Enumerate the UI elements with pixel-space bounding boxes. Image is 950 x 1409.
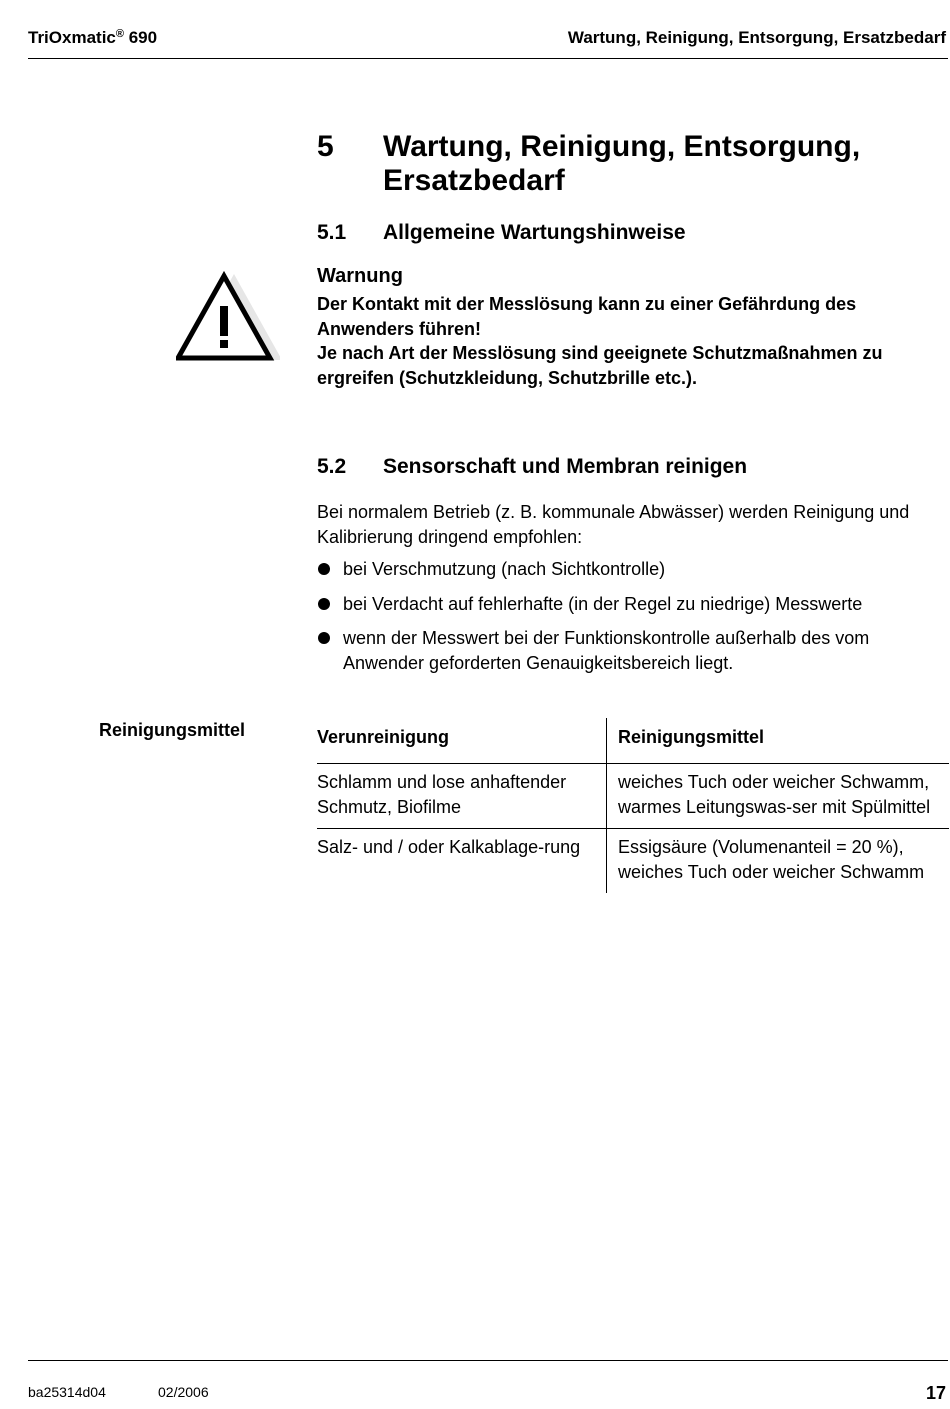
table-cell: weiches Tuch oder weicher Schwamm, warmes Leitungswas-ser mit Spülmittel (607, 764, 950, 829)
section-5-2-title: Sensorschaft und Membran reinigen (383, 455, 748, 478)
bullet-icon (318, 563, 330, 575)
header-divider (28, 58, 948, 59)
section-5-2-number: 5.2 (317, 455, 347, 478)
table-row (317, 764, 949, 829)
header-product (28, 28, 157, 48)
table-cell: Essigsäure (Volumenanteil = 20 %), weiches Tuch oder weicher Schwamm (607, 829, 950, 894)
bullet-icon (318, 632, 330, 644)
header-model: 690 (128, 28, 158, 47)
table-header-row (317, 718, 949, 764)
chapter-number: 5 (317, 130, 334, 163)
list-item-text: bei Verschmutzung (nach Sichtkontrolle) (343, 559, 666, 579)
warning-line-1: Der Kontakt mit der Messlösung kann zu einer Gefährdung des Anwenders führen! (317, 294, 857, 339)
warning-line-2: Je nach Art der Messlösung sind geeignete Schutzmaßnahmen zu ergreifen (Schutzkleidung, Schutzbrille etc.). (317, 343, 883, 388)
page-number: 17 (925, 1383, 946, 1403)
section-5-1-number: 5.1 (317, 221, 347, 244)
table-row (317, 829, 949, 894)
warning-body (317, 292, 949, 390)
list-item (317, 626, 949, 675)
cleaning-table (317, 718, 949, 893)
column-header-cleaning-agent: Reinigungsmittel (607, 718, 950, 764)
list-item (317, 592, 949, 617)
list-item-text: wenn der Messwert bei der Funktionskontrolle außerhalb des vom Anwender geforderten Genauigkeitsbereich liegt. (343, 628, 870, 673)
footer-divider (28, 1360, 948, 1361)
list-item-text: bei Verdacht auf fehlerhafte (in der Regel zu niedrige) Messwerte (343, 593, 863, 614)
side-label-cleaning-agents: Reinigungsmittel (99, 720, 246, 740)
header-product-name: TriOxmatic (28, 28, 116, 47)
warning-title: Warnung (317, 265, 403, 287)
warning-triangle-icon (176, 268, 280, 364)
bullet-icon (318, 598, 330, 610)
section-5-1-title: Allgemeine Wartungshinweise (383, 221, 686, 244)
table-cell: Salz- und / oder Kalkablage-rung (317, 837, 581, 857)
footer-date: 02/2006 (158, 1384, 209, 1400)
registered-mark: ® (115, 28, 124, 40)
footer-document-id: ba25314d04 (28, 1384, 106, 1400)
recommendation-list (317, 557, 949, 685)
list-item (317, 557, 949, 582)
chapter-title: Wartung, Reinigung, Entsorgung, Ersatzbedarf (383, 130, 861, 197)
column-header-contamination: Verunreinigung (317, 718, 607, 764)
table-cell: Schlamm und lose anhaftender Schmutz, Biofilme (317, 764, 607, 829)
section-5-2-intro: Bei normalem Betrieb (z. B. kommunale Abwässer) werden Reinigung und Kalibrierung dringend empfohlen: (317, 502, 910, 547)
header-section-title: Wartung, Reinigung, Entsorgung, Ersatzbedarf (567, 28, 946, 47)
